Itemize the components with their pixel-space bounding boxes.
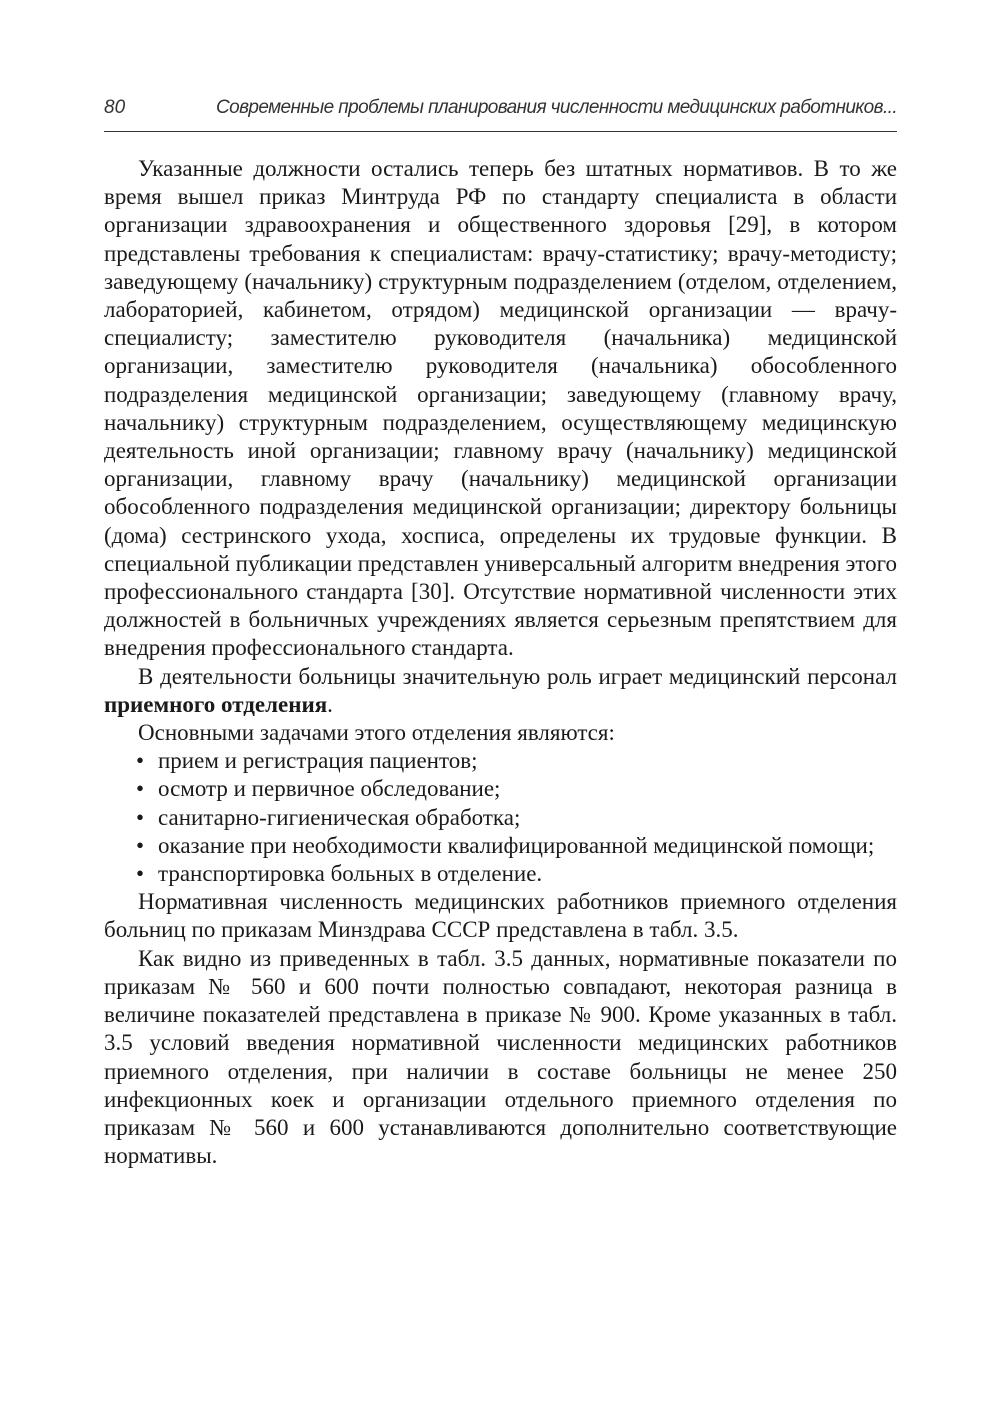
list-item-text: оказание при необходимости квалифицированной медицинской помощи; [158,832,875,858]
page-number: 80 [104,97,126,118]
bullet-icon: • [136,861,145,887]
list-item-text: прием и регистрация пациентов; [158,748,478,774]
paragraph-4: Как видно из приведенных в табл. 3.5 данных, нормативные показатели по приказам № 560 и 600 почти полностью совпадают, некоторая разница в величине показателей представлена в приказе № 900. Кроме указанных в табл. 3.5 условий введения нормативной численности медицинских работников приемного отделения, при наличии в составе больницы не менее 250 инфекционных коек и организации отдельного приемного отделения по приказам № 560 и 600 устанавливаются дополнительно соответствующие нормативы. [104,945,897,1169]
list-item-text: транспортировка больных в отделение. [158,861,543,887]
task-list [104,747,897,888]
page-body [104,155,897,1170]
paragraph-2-bold-term: приемного отделения [104,691,328,717]
paragraph-2-text: В деятельности больницы значительную роль играет медицинский персонал [138,663,897,689]
paragraph-2-end: . [327,691,333,717]
list-item [104,804,897,832]
paragraph-2 [104,663,897,719]
list-item-text: санитарно-гигиеническая обработка; [158,804,521,830]
bullet-icon: • [136,832,145,858]
list-item [104,832,897,860]
paragraph-3: Нормативная численность медицинских работников приемного отделения больниц по приказам Минздрава СССР представлена в табл. 3.5. [104,889,897,943]
list-item [104,747,897,775]
list-item [104,860,897,888]
list-item [104,775,897,803]
running-title: Современные проблемы планирования численности медицинских работников... [216,97,897,118]
bullet-icon: • [136,804,145,830]
list-item-text: осмотр и первичное обследование; [158,776,501,802]
page-header [104,95,897,132]
bullet-icon: • [136,776,145,802]
bullet-icon: • [136,748,145,774]
paragraph-1: Указанные должности остались теперь без штатных нормативов. В то же время вышел приказ Минтруда РФ по стандарту специалиста в области организации здравоохранения и общественного здоровья [29], в котором представлены требования к специалистам: врачу-статистику; врачу-методисту; заведующему (начальнику) структурным подразделением (отделом, отделением, лабораторией, кабинетом, отрядом) медицинской организации — врачу-специалисту; заместителю руководителя (начальника) медицинской организации, заместителю руководителя (начальника) обособленного подразделения медицинской организации; заведующему (главному врачу, начальнику) структурным подразделением, осуществляющему медицинскую деятельность иной организации; главному врачу (начальнику) медицинской организации, главному врачу (начальнику) медицинской организации обособленного подразделения медицинской организации; директору больницы (дома) сестринского ухода, хосписа, определены их трудовые функции. В специальной публикации представлен универсальный алгоритм внедрения этого профессионального стандарта [30]. Отсутствие нормативной численности этих должностей в больничных учреждениях является серьезным препятствием для внедрения профессионального стандарта. [104,156,897,661]
list-intro: Основными задачами этого отделения являются: [138,720,615,746]
